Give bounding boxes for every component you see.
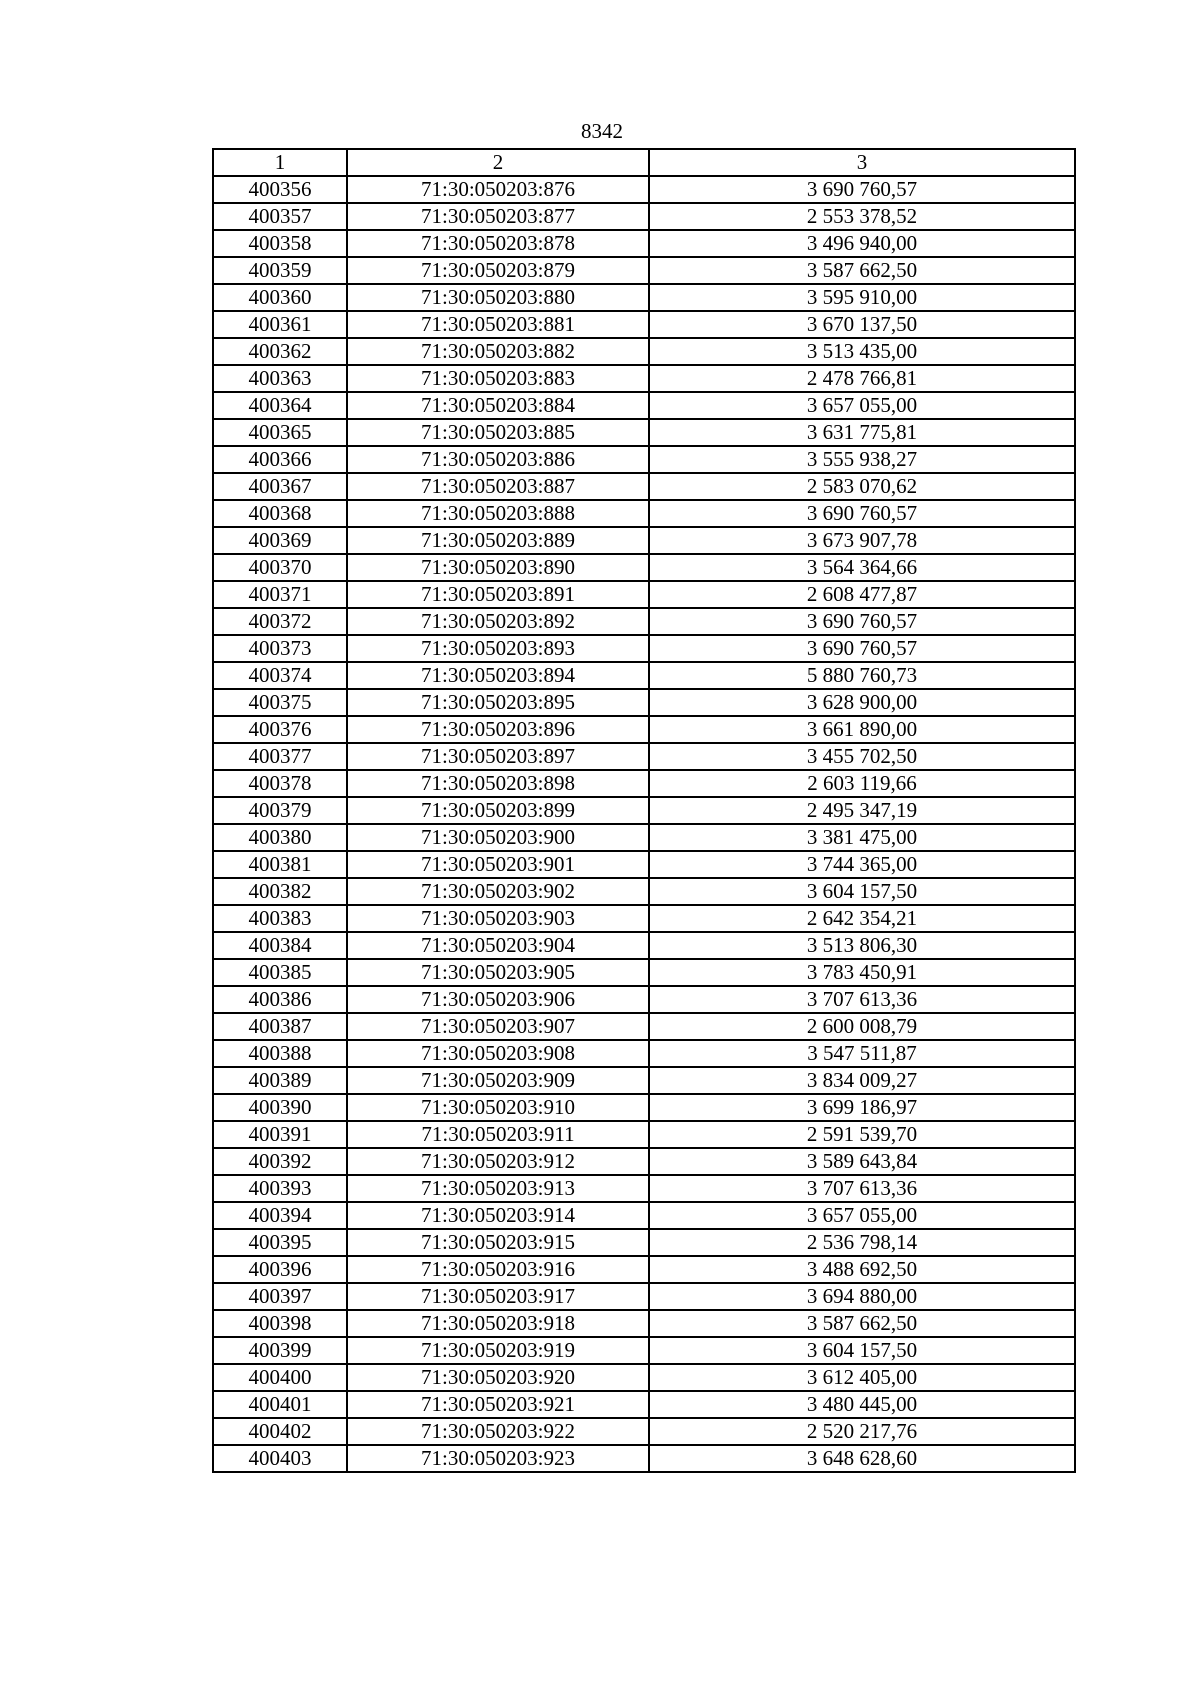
value-cell: 3 783 450,91 bbox=[649, 959, 1075, 986]
row-number-cell: 400359 bbox=[213, 257, 347, 284]
value-cell: 3 657 055,00 bbox=[649, 392, 1075, 419]
row-number-cell: 400381 bbox=[213, 851, 347, 878]
cadastral-number-cell: 71:30:050203:907 bbox=[347, 1013, 649, 1040]
value-cell: 2 603 119,66 bbox=[649, 770, 1075, 797]
cadastral-number-cell: 71:30:050203:877 bbox=[347, 203, 649, 230]
value-cell: 3 707 613,36 bbox=[649, 986, 1075, 1013]
row-number-cell: 400358 bbox=[213, 230, 347, 257]
table-row bbox=[213, 527, 1075, 554]
table-row bbox=[213, 311, 1075, 338]
row-number-cell: 400388 bbox=[213, 1040, 347, 1067]
table-row bbox=[213, 851, 1075, 878]
table-row bbox=[213, 365, 1075, 392]
table-row bbox=[213, 1310, 1075, 1337]
row-number-cell: 400401 bbox=[213, 1391, 347, 1418]
value-cell: 3 657 055,00 bbox=[649, 1202, 1075, 1229]
value-cell: 3 587 662,50 bbox=[649, 257, 1075, 284]
row-number-cell: 400372 bbox=[213, 608, 347, 635]
data-table bbox=[212, 148, 1076, 1473]
column-header-1: 1 bbox=[213, 149, 347, 176]
cadastral-number-cell: 71:30:050203:896 bbox=[347, 716, 649, 743]
table-row bbox=[213, 419, 1075, 446]
table-row bbox=[213, 608, 1075, 635]
cadastral-number-cell: 71:30:050203:906 bbox=[347, 986, 649, 1013]
value-cell: 3 381 475,00 bbox=[649, 824, 1075, 851]
table-row bbox=[213, 1148, 1075, 1175]
row-number-cell: 400402 bbox=[213, 1418, 347, 1445]
table-row bbox=[213, 446, 1075, 473]
value-cell: 5 880 760,73 bbox=[649, 662, 1075, 689]
row-number-cell: 400386 bbox=[213, 986, 347, 1013]
cadastral-number-cell: 71:30:050203:909 bbox=[347, 1067, 649, 1094]
cadastral-number-cell: 71:30:050203:882 bbox=[347, 338, 649, 365]
value-cell: 3 480 445,00 bbox=[649, 1391, 1075, 1418]
table-row bbox=[213, 1418, 1075, 1445]
cadastral-number-cell: 71:30:050203:876 bbox=[347, 176, 649, 203]
row-number-cell: 400365 bbox=[213, 419, 347, 446]
cadastral-number-cell: 71:30:050203:911 bbox=[347, 1121, 649, 1148]
value-cell: 3 547 511,87 bbox=[649, 1040, 1075, 1067]
table-row bbox=[213, 1364, 1075, 1391]
row-number-cell: 400393 bbox=[213, 1175, 347, 1202]
row-number-cell: 400363 bbox=[213, 365, 347, 392]
row-number-cell: 400378 bbox=[213, 770, 347, 797]
value-cell: 3 699 186,97 bbox=[649, 1094, 1075, 1121]
cadastral-number-cell: 71:30:050203:884 bbox=[347, 392, 649, 419]
cadastral-number-cell: 71:30:050203:897 bbox=[347, 743, 649, 770]
table-row bbox=[213, 959, 1075, 986]
value-cell: 2 553 378,52 bbox=[649, 203, 1075, 230]
table-row bbox=[213, 1445, 1075, 1472]
cadastral-number-cell: 71:30:050203:879 bbox=[347, 257, 649, 284]
value-cell: 3 707 613,36 bbox=[649, 1175, 1075, 1202]
row-number-cell: 400369 bbox=[213, 527, 347, 554]
row-number-cell: 400373 bbox=[213, 635, 347, 662]
table-row bbox=[213, 743, 1075, 770]
cadastral-number-cell: 71:30:050203:918 bbox=[347, 1310, 649, 1337]
table-row bbox=[213, 1283, 1075, 1310]
row-number-cell: 400366 bbox=[213, 446, 347, 473]
row-number-cell: 400364 bbox=[213, 392, 347, 419]
table-row bbox=[213, 1013, 1075, 1040]
row-number-cell: 400357 bbox=[213, 203, 347, 230]
cadastral-number-cell: 71:30:050203:912 bbox=[347, 1148, 649, 1175]
value-cell: 3 513 806,30 bbox=[649, 932, 1075, 959]
table-row bbox=[213, 797, 1075, 824]
table-row bbox=[213, 230, 1075, 257]
row-number-cell: 400356 bbox=[213, 176, 347, 203]
value-cell: 2 478 766,81 bbox=[649, 365, 1075, 392]
value-cell: 3 690 760,57 bbox=[649, 608, 1075, 635]
cadastral-number-cell: 71:30:050203:910 bbox=[347, 1094, 649, 1121]
table-row bbox=[213, 1256, 1075, 1283]
row-number-cell: 400367 bbox=[213, 473, 347, 500]
cadastral-number-cell: 71:30:050203:898 bbox=[347, 770, 649, 797]
value-cell: 2 520 217,76 bbox=[649, 1418, 1075, 1445]
table-body bbox=[213, 176, 1075, 1472]
value-cell: 3 628 900,00 bbox=[649, 689, 1075, 716]
row-number-cell: 400368 bbox=[213, 500, 347, 527]
value-cell: 2 608 477,87 bbox=[649, 581, 1075, 608]
cadastral-number-cell: 71:30:050203:893 bbox=[347, 635, 649, 662]
value-cell: 3 513 435,00 bbox=[649, 338, 1075, 365]
table-row bbox=[213, 662, 1075, 689]
row-number-cell: 400399 bbox=[213, 1337, 347, 1364]
table-row bbox=[213, 1229, 1075, 1256]
cadastral-number-cell: 71:30:050203:890 bbox=[347, 554, 649, 581]
table-row bbox=[213, 1040, 1075, 1067]
cadastral-number-cell: 71:30:050203:920 bbox=[347, 1364, 649, 1391]
cadastral-number-cell: 71:30:050203:915 bbox=[347, 1229, 649, 1256]
table-row bbox=[213, 716, 1075, 743]
cadastral-number-cell: 71:30:050203:892 bbox=[347, 608, 649, 635]
value-cell: 3 555 938,27 bbox=[649, 446, 1075, 473]
value-cell: 2 536 798,14 bbox=[649, 1229, 1075, 1256]
table-row bbox=[213, 500, 1075, 527]
value-cell: 3 673 907,78 bbox=[649, 527, 1075, 554]
cadastral-number-cell: 71:30:050203:886 bbox=[347, 446, 649, 473]
cadastral-number-cell: 71:30:050203:883 bbox=[347, 365, 649, 392]
cadastral-number-cell: 71:30:050203:916 bbox=[347, 1256, 649, 1283]
value-cell: 2 495 347,19 bbox=[649, 797, 1075, 824]
row-number-cell: 400384 bbox=[213, 932, 347, 959]
table-row bbox=[213, 338, 1075, 365]
value-cell: 3 631 775,81 bbox=[649, 419, 1075, 446]
row-number-cell: 400360 bbox=[213, 284, 347, 311]
value-cell: 3 455 702,50 bbox=[649, 743, 1075, 770]
row-number-cell: 400389 bbox=[213, 1067, 347, 1094]
value-cell: 3 488 692,50 bbox=[649, 1256, 1075, 1283]
row-number-cell: 400394 bbox=[213, 1202, 347, 1229]
row-number-cell: 400383 bbox=[213, 905, 347, 932]
value-cell: 3 690 760,57 bbox=[649, 500, 1075, 527]
cadastral-number-cell: 71:30:050203:913 bbox=[347, 1175, 649, 1202]
column-header-3: 3 bbox=[649, 149, 1075, 176]
table-row bbox=[213, 1175, 1075, 1202]
row-number-cell: 400362 bbox=[213, 338, 347, 365]
row-number-cell: 400396 bbox=[213, 1256, 347, 1283]
cadastral-number-cell: 71:30:050203:901 bbox=[347, 851, 649, 878]
value-cell: 2 583 070,62 bbox=[649, 473, 1075, 500]
value-cell: 3 612 405,00 bbox=[649, 1364, 1075, 1391]
row-number-cell: 400387 bbox=[213, 1013, 347, 1040]
row-number-cell: 400361 bbox=[213, 311, 347, 338]
cadastral-number-cell: 71:30:050203:891 bbox=[347, 581, 649, 608]
page-number: 8342 bbox=[581, 119, 623, 143]
table-row bbox=[213, 689, 1075, 716]
cadastral-number-cell: 71:30:050203:895 bbox=[347, 689, 649, 716]
cadastral-number-cell: 71:30:050203:904 bbox=[347, 932, 649, 959]
value-cell: 3 587 662,50 bbox=[649, 1310, 1075, 1337]
table-row bbox=[213, 1391, 1075, 1418]
value-cell: 3 834 009,27 bbox=[649, 1067, 1075, 1094]
cadastral-number-cell: 71:30:050203:908 bbox=[347, 1040, 649, 1067]
table-row bbox=[213, 1337, 1075, 1364]
row-number-cell: 400375 bbox=[213, 689, 347, 716]
value-cell: 3 648 628,60 bbox=[649, 1445, 1075, 1472]
cadastral-number-cell: 71:30:050203:881 bbox=[347, 311, 649, 338]
table-row bbox=[213, 203, 1075, 230]
cadastral-number-cell: 71:30:050203:899 bbox=[347, 797, 649, 824]
table-row bbox=[213, 257, 1075, 284]
cadastral-number-cell: 71:30:050203:878 bbox=[347, 230, 649, 257]
row-number-cell: 400379 bbox=[213, 797, 347, 824]
table-row bbox=[213, 473, 1075, 500]
row-number-cell: 400382 bbox=[213, 878, 347, 905]
table-row bbox=[213, 1121, 1075, 1148]
value-cell: 3 564 364,66 bbox=[649, 554, 1075, 581]
row-number-cell: 400397 bbox=[213, 1283, 347, 1310]
row-number-cell: 400376 bbox=[213, 716, 347, 743]
table-row bbox=[213, 284, 1075, 311]
cadastral-number-cell: 71:30:050203:922 bbox=[347, 1418, 649, 1445]
table-header-row bbox=[213, 149, 1075, 176]
value-cell: 3 589 643,84 bbox=[649, 1148, 1075, 1175]
row-number-cell: 400380 bbox=[213, 824, 347, 851]
value-cell: 3 604 157,50 bbox=[649, 878, 1075, 905]
row-number-cell: 400403 bbox=[213, 1445, 347, 1472]
cadastral-number-cell: 71:30:050203:921 bbox=[347, 1391, 649, 1418]
row-number-cell: 400377 bbox=[213, 743, 347, 770]
value-cell: 2 600 008,79 bbox=[649, 1013, 1075, 1040]
value-cell: 2 642 354,21 bbox=[649, 905, 1075, 932]
row-number-cell: 400390 bbox=[213, 1094, 347, 1121]
value-cell: 3 595 910,00 bbox=[649, 284, 1075, 311]
row-number-cell: 400370 bbox=[213, 554, 347, 581]
table-row bbox=[213, 905, 1075, 932]
row-number-cell: 400395 bbox=[213, 1229, 347, 1256]
cadastral-number-cell: 71:30:050203:888 bbox=[347, 500, 649, 527]
cadastral-number-cell: 71:30:050203:917 bbox=[347, 1283, 649, 1310]
cadastral-number-cell: 71:30:050203:902 bbox=[347, 878, 649, 905]
value-cell: 3 744 365,00 bbox=[649, 851, 1075, 878]
row-number-cell: 400391 bbox=[213, 1121, 347, 1148]
table-row bbox=[213, 932, 1075, 959]
value-cell: 3 690 760,57 bbox=[649, 635, 1075, 662]
cadastral-number-cell: 71:30:050203:919 bbox=[347, 1337, 649, 1364]
table-row bbox=[213, 770, 1075, 797]
table-row bbox=[213, 554, 1075, 581]
table-row bbox=[213, 824, 1075, 851]
cadastral-number-cell: 71:30:050203:900 bbox=[347, 824, 649, 851]
table-row bbox=[213, 392, 1075, 419]
row-number-cell: 400385 bbox=[213, 959, 347, 986]
table-row bbox=[213, 1067, 1075, 1094]
row-number-cell: 400400 bbox=[213, 1364, 347, 1391]
cadastral-number-cell: 71:30:050203:885 bbox=[347, 419, 649, 446]
value-cell: 3 670 137,50 bbox=[649, 311, 1075, 338]
value-cell: 3 661 890,00 bbox=[649, 716, 1075, 743]
row-number-cell: 400392 bbox=[213, 1148, 347, 1175]
cadastral-number-cell: 71:30:050203:894 bbox=[347, 662, 649, 689]
cadastral-number-cell: 71:30:050203:905 bbox=[347, 959, 649, 986]
table-row bbox=[213, 1202, 1075, 1229]
table-row bbox=[213, 581, 1075, 608]
row-number-cell: 400398 bbox=[213, 1310, 347, 1337]
table-row bbox=[213, 986, 1075, 1013]
row-number-cell: 400371 bbox=[213, 581, 347, 608]
value-cell: 2 591 539,70 bbox=[649, 1121, 1075, 1148]
cadastral-number-cell: 71:30:050203:889 bbox=[347, 527, 649, 554]
table-row bbox=[213, 1094, 1075, 1121]
value-cell: 3 496 940,00 bbox=[649, 230, 1075, 257]
table-row bbox=[213, 878, 1075, 905]
cadastral-number-cell: 71:30:050203:887 bbox=[347, 473, 649, 500]
table-row bbox=[213, 176, 1075, 203]
table-row bbox=[213, 635, 1075, 662]
cadastral-number-cell: 71:30:050203:923 bbox=[347, 1445, 649, 1472]
row-number-cell: 400374 bbox=[213, 662, 347, 689]
value-cell: 3 604 157,50 bbox=[649, 1337, 1075, 1364]
cadastral-number-cell: 71:30:050203:880 bbox=[347, 284, 649, 311]
cadastral-number-cell: 71:30:050203:914 bbox=[347, 1202, 649, 1229]
column-header-2: 2 bbox=[347, 149, 649, 176]
value-cell: 3 694 880,00 bbox=[649, 1283, 1075, 1310]
value-cell: 3 690 760,57 bbox=[649, 176, 1075, 203]
cadastral-number-cell: 71:30:050203:903 bbox=[347, 905, 649, 932]
